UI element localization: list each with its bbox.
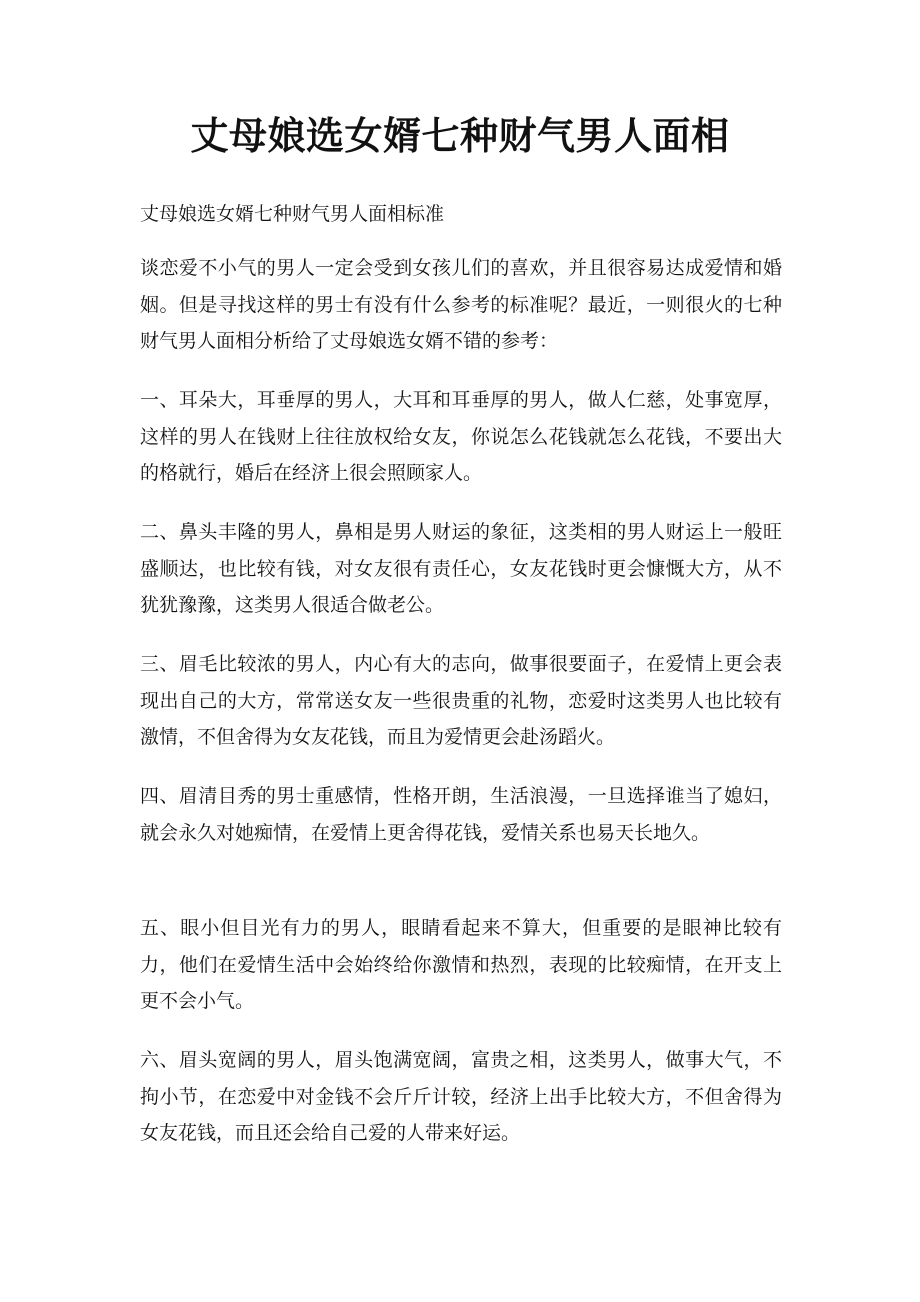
document-subtitle: 丈母娘选女婿七种财气男人面相标准 <box>140 203 445 225</box>
intro-paragraph: 谈恋爱不小气的男人一定会受到女孩儿们的喜欢，并且很容易达成爱情和婚姻。但是寻找这样的男士有没有什么参考的标准呢？最近，一则很火的七种财气男人面相分析给了丈母娘选女婿不错的参考： <box>140 257 782 352</box>
paragraph-clear-brows: 四、眉清目秀的男士重感情，性格开朗，生活浪漫，一旦选择谁当了媳妇，就会永久对她痴情，在爱情上更舍得花钱，爱情关系也易天长地久。 <box>140 785 782 844</box>
paragraph-nose: 二、鼻头丰隆的男人，鼻相是男人财运的象征，这类相的男人财运上一般旺盛顺达，也比较有钱，对女友很有责任心，女友花钱时更会慷慨大方，从不犹犹豫豫，这类男人很适合做老公。 <box>140 521 782 616</box>
paragraph-small-eyes: 五、眼小但目光有力的男人，眼睛看起来不算大，但重要的是眼神比较有力，他们在爱情生活中会始终给你激情和热烈，表现的比较痴情，在开支上更不会小气。 <box>140 917 782 1012</box>
paragraph-eyebrows: 三、眉毛比较浓的男人，内心有大的志向，做事很要面子，在爱情上更会表现出自己的大方，常常送女友一些很贵重的礼物，恋爱时这类男人也比较有激情，不但舍得为女友花钱，而且为爱情更会赴汤蹈火。 <box>140 653 782 748</box>
document-title: 丈母娘选女婿七种财气男人面相 <box>190 113 730 158</box>
paragraph-wide-brow: 六、眉头宽阔的男人，眉头饱满宽阔，富贵之相，这类男人，做事大气，不拘小节，在恋爱中对金钱不会斤斤计较，经济上出手比较大方，不但舍得为女友花钱，而且还会给自己爱的人带来好运。 <box>140 1049 782 1144</box>
paragraph-ears: 一、耳朵大，耳垂厚的男人，大耳和耳垂厚的男人，做人仁慈，处事宽厚，这样的男人在钱财上往往放权给女友，你说怎么花钱就怎么花钱，不要出大的格就行，婚后在经济上很会照顾家人。 <box>140 389 782 484</box>
